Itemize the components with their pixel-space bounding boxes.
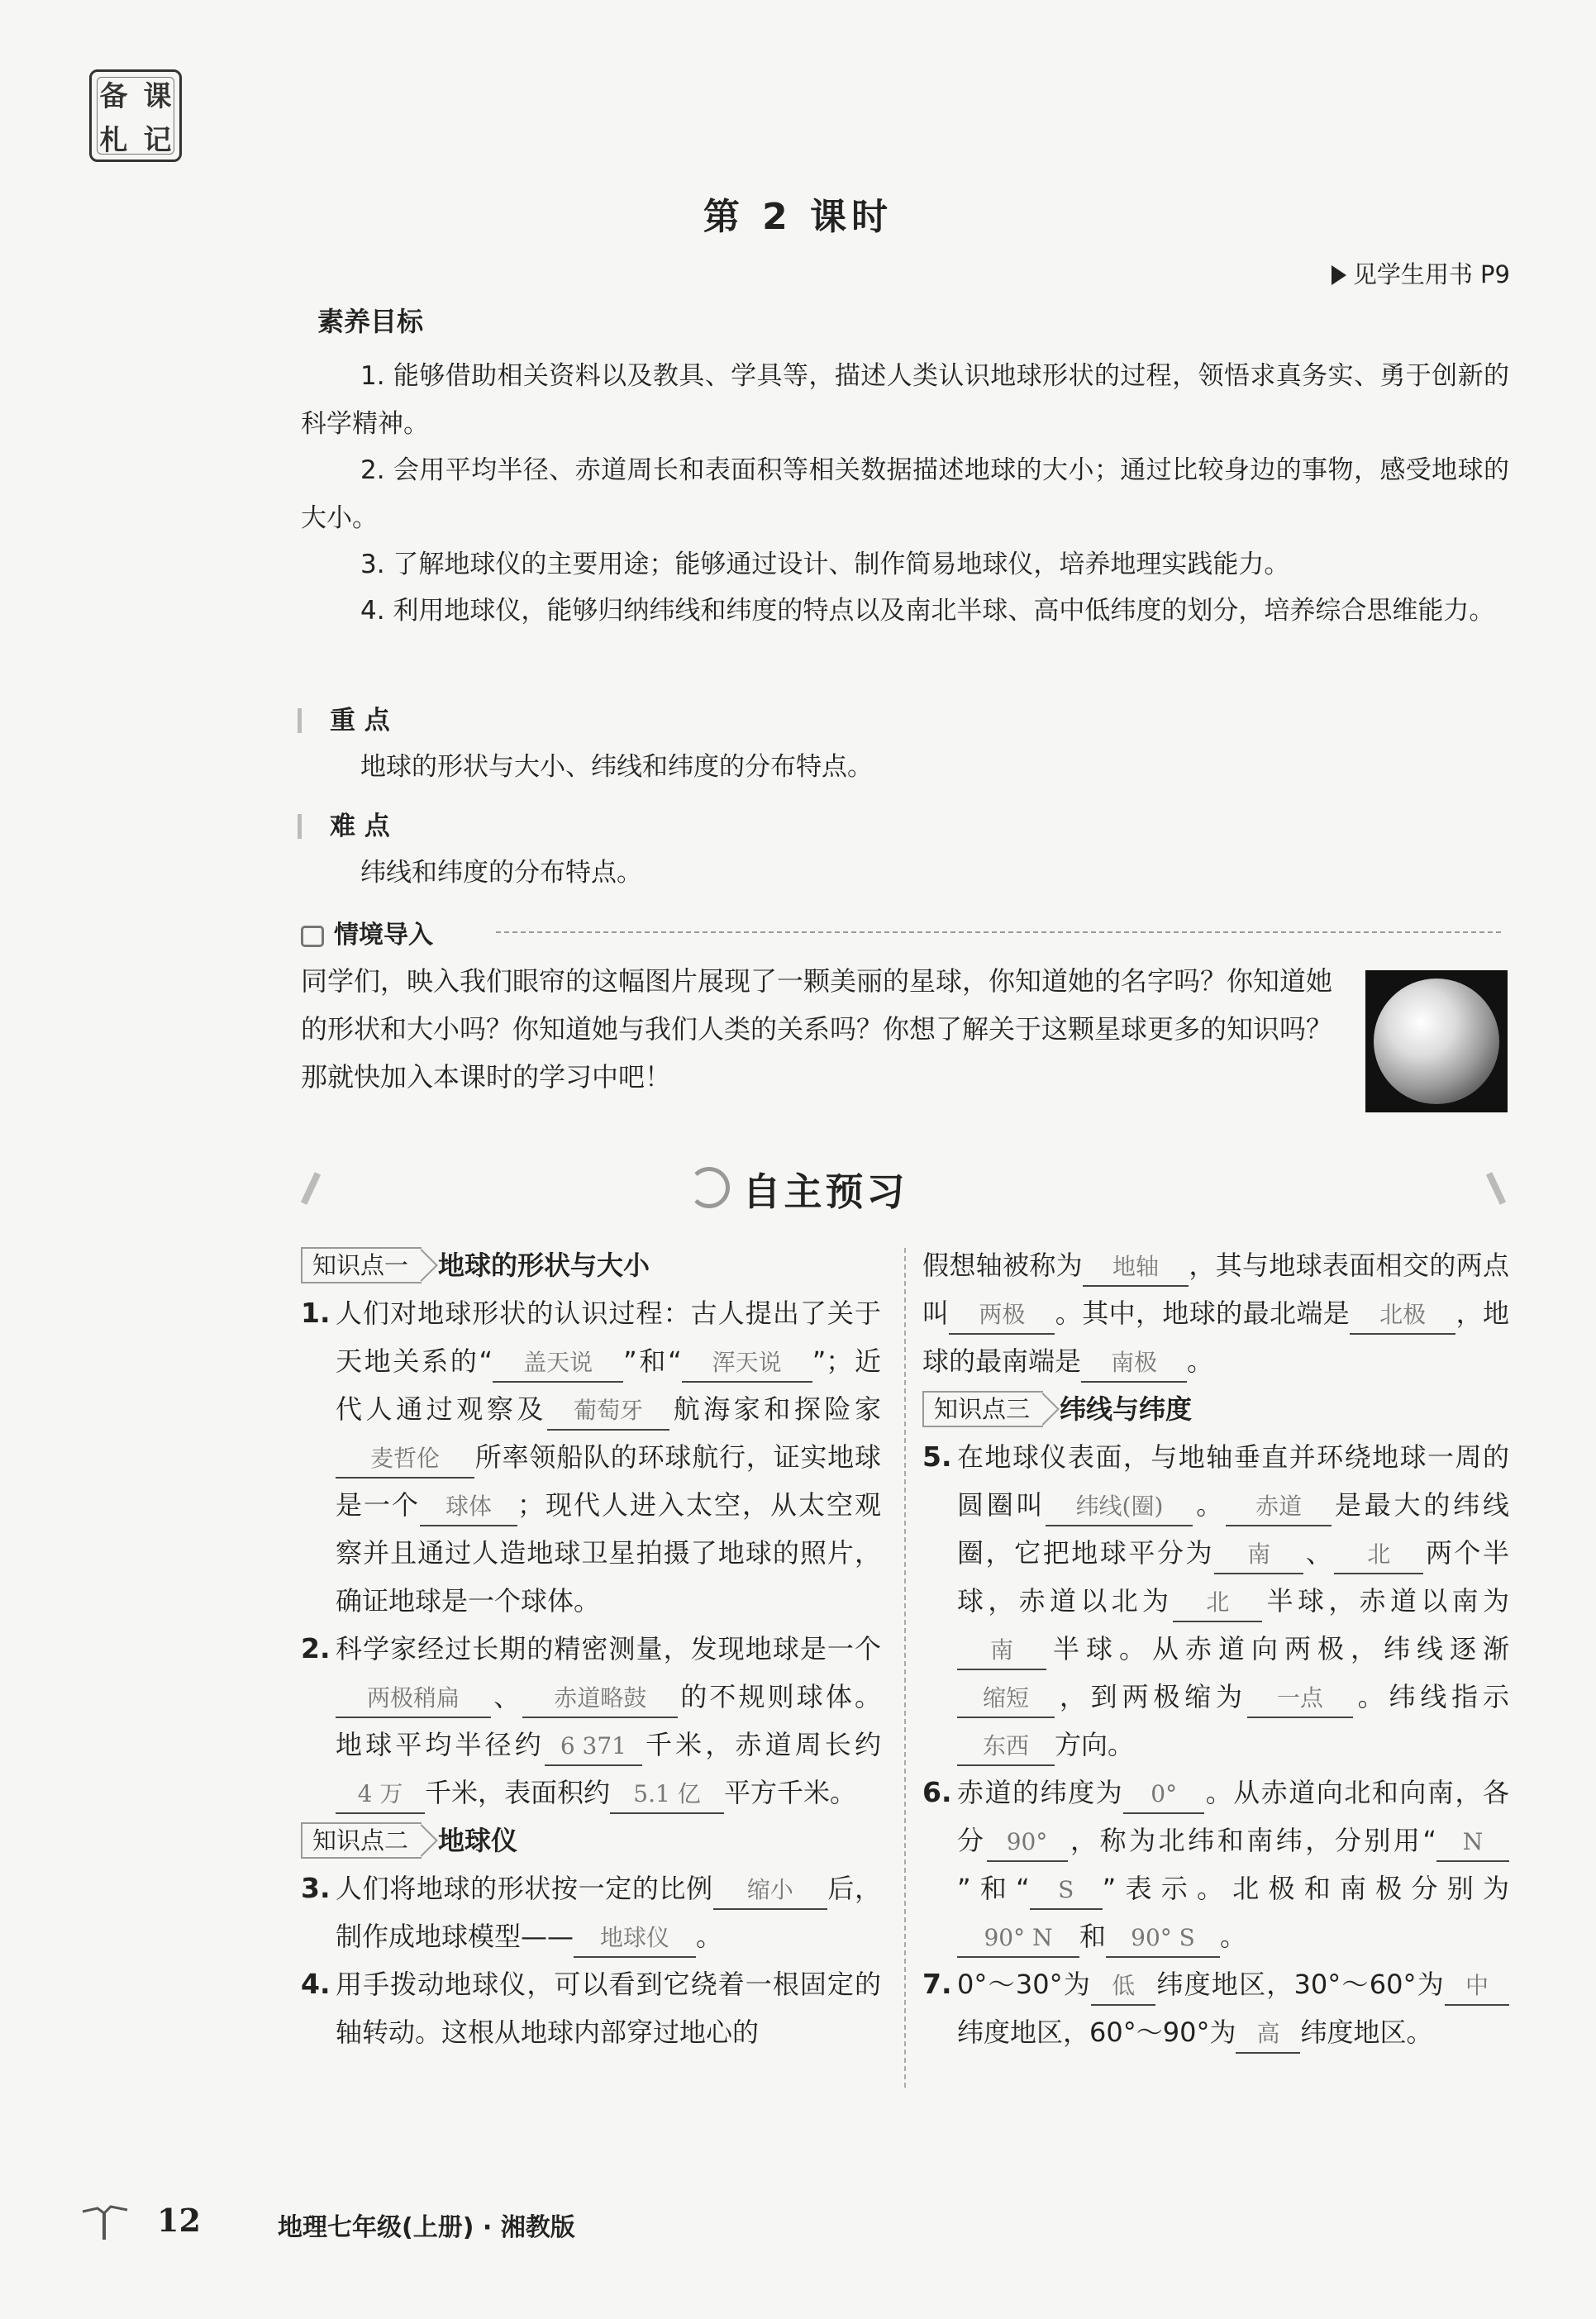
stamp-char: 课 — [143, 80, 172, 113]
answer-blank[interactable]: 地球仪 — [574, 1920, 696, 1958]
answer-blank[interactable]: 北 — [1334, 1536, 1423, 1574]
answer-blank[interactable]: 低 — [1091, 1968, 1155, 2006]
lesson-title: 第 2 课时 — [703, 196, 893, 238]
answer-blank[interactable]: 90° N — [957, 1920, 1079, 1958]
stamp-char: 备 — [99, 80, 128, 113]
key-point-text: 地球的形状与大小、纬线和纬度的分布特点。 — [360, 752, 873, 782]
answer-blank[interactable]: 赤道略鼓 — [522, 1680, 678, 1718]
answer-blank[interactable]: 盖天说 — [493, 1345, 623, 1383]
answer-blank[interactable]: 中 — [1445, 1968, 1509, 2006]
answer-blank[interactable]: 麦哲伦 — [336, 1440, 474, 1479]
stamp-char: 札 — [99, 124, 128, 157]
swirl-icon — [688, 1167, 730, 1208]
chat-icon — [301, 926, 324, 947]
stamp-logo — [89, 69, 182, 162]
goal-item: 1. 能够借助相关资料以及教具、学具等，描述人类认识地球形状的过程，领悟求真务实、勇于创新的科学精神。 — [301, 361, 1509, 439]
question-continued: 假想轴被称为 地轴 ，其与地球表面相交的两点叫 两极 。其中，地球的最北端是 北极 ，地球的最南端是 南极 。 — [922, 1241, 1509, 1385]
answer-blank[interactable]: 5.1 亿 — [610, 1776, 724, 1814]
stamp-char: 记 — [143, 124, 172, 157]
answer-blank[interactable]: 高 — [1236, 2016, 1300, 2054]
goal-item: 3. 了解地球仪的主要用途；能够通过设计、制作简易地球仪，培养地理实践能力。 — [360, 550, 1290, 579]
answer-blank[interactable]: 4 万 — [336, 1776, 425, 1814]
difficult-point-text: 纬线和纬度的分布特点。 — [360, 858, 642, 888]
answer-blank[interactable]: 两极稍扁 — [336, 1680, 491, 1718]
answer-blank[interactable]: 浑天说 — [682, 1345, 812, 1383]
answer-blank[interactable]: 90° — [987, 1824, 1068, 1862]
triangle-icon — [1332, 265, 1346, 285]
answer-blank[interactable]: N — [1436, 1824, 1509, 1862]
answer-blank[interactable]: 0° — [1123, 1776, 1204, 1814]
question: 2. 科学家经过长期的精密测量，发现地球是一个两极稍扁 、 赤道略鼓 的不规则球体。地球平均半径约 6 371 千米，赤道周长约4 万 千米，表面积约 5.1 亿 平方千米。 — [301, 1625, 881, 1817]
answer-blank[interactable]: 南 — [1214, 1536, 1303, 1574]
goal-item: 4. 利用地球仪，能够归纳纬线和纬度的特点以及南北半球、高中低纬度的划分，培养综合思维能力。 — [360, 596, 1495, 626]
answer-blank[interactable]: 纬线(圈) — [1046, 1488, 1193, 1526]
answer-blank[interactable]: 一点 — [1247, 1680, 1353, 1718]
section-title: 自主预习 — [0, 1162, 1596, 1217]
answer-blank[interactable]: 缩短 — [957, 1680, 1055, 1718]
key-point-title: 重 点 — [298, 699, 390, 736]
book-reference — [1332, 256, 1510, 290]
knowledge-point-header: 知识点二 地球仪 — [301, 1817, 881, 1864]
question: 3. 人们将地球的形状按一定的比例 缩小 后，制作成地球模型—— 地球仪 。 — [301, 1864, 881, 1960]
knowledge-point-header: 知识点三 纬线与纬度 — [922, 1385, 1509, 1433]
answer-blank[interactable]: 南 — [957, 1632, 1046, 1670]
answer-blank[interactable]: 赤道 — [1226, 1488, 1332, 1526]
question: 5. 在地球仪表面，与地轴垂直并环绕地球一周的圆圈叫 纬线(圈) 。 赤道 是最大的纬线圈，它把地球平分为 南 、 北 两个半球，赤道以北为 北 半球，赤道以南为南 半球。从赤道向两极，纬线逐渐缩短 ，到两极缩为 一点 。纬线指示东西 方向。 — [922, 1433, 1509, 1769]
answer-blank[interactable]: 北极 — [1350, 1297, 1455, 1335]
answer-blank[interactable]: 地轴 — [1083, 1249, 1189, 1287]
answer-blank[interactable]: 东西 — [957, 1728, 1055, 1766]
page-number: 12 — [157, 2202, 201, 2239]
knowledge-point-header: 知识点一 地球的形状与大小 — [301, 1241, 881, 1289]
right-column — [922, 1241, 1509, 2056]
answer-blank[interactable]: 南极 — [1081, 1345, 1187, 1383]
question: 1. 人们对地球形状的认识过程：古人提出了关于天地关系的“ 盖天说 ”和“ 浑天说 ”；近代人通过观察及 葡萄牙 航海家和探险家麦哲伦 所率领船队的环球航行，证实地球是一个 球体 ；现代人进入太空，从太空观察并且通过人造地球卫星拍摄了地球的照片，确证地球是一个球体。 — [301, 1297, 881, 1617]
question: 4. 用手拨动地球仪，可以看到它绕着一根固定的轴转动。这根从地球内部穿过地心的 — [301, 1968, 881, 2048]
answer-blank[interactable]: 球体 — [420, 1488, 517, 1526]
left-column — [301, 1241, 881, 2056]
book-title: 地理七年级(上册) · 湘教版 — [278, 2213, 575, 2242]
divider — [496, 931, 1501, 933]
footer-decoration-icon — [79, 2202, 129, 2243]
goals-title: 素养目标 — [317, 306, 424, 337]
answer-blank[interactable]: 90° S — [1106, 1920, 1220, 1958]
answer-blank[interactable]: 葡萄牙 — [547, 1393, 669, 1431]
difficult-point-title: 难 点 — [298, 805, 390, 842]
answer-blank[interactable]: 6 371 — [545, 1728, 642, 1766]
question: 6. 赤道的纬度为 0° 。从赤道向北和向南，各分 90° ，称为北纬和南纬，分别用“ N”和“ S ”表示。北极和南极分别为90° N 和 90° S 。 — [922, 1769, 1509, 1960]
answer-blank[interactable]: 北 — [1173, 1584, 1262, 1622]
goal-item: 2. 会用平均半径、赤道周长和表面积等相关数据描述地球的大小；通过比较身边的事物，感受地球的大小。 — [301, 455, 1509, 533]
intro-title: 情境导入 — [301, 914, 433, 950]
column-divider — [904, 1248, 906, 2088]
intro-text: 同学们，映入我们眼帘的这幅图片展现了一颗美丽的星球，你知道她的名字吗？你知道她的形状和大小吗？你知道她与我们人类的关系吗？你想了解关于这颗星球更多的知识吗？那就快加入本课时的学习中吧！ — [301, 965, 1333, 1093]
answer-blank[interactable]: 缩小 — [713, 1872, 827, 1910]
earth-image — [1365, 970, 1508, 1112]
answer-blank[interactable]: 两极 — [949, 1297, 1055, 1335]
answer-blank[interactable]: S — [1030, 1872, 1103, 1910]
reference-text: 见学生用书 P9 — [1352, 260, 1510, 288]
question: 7. 0°～30°为 低 纬度地区，30°～60°为 中纬度地区，60°～90°为 高 纬度地区。 — [922, 1960, 1509, 2056]
